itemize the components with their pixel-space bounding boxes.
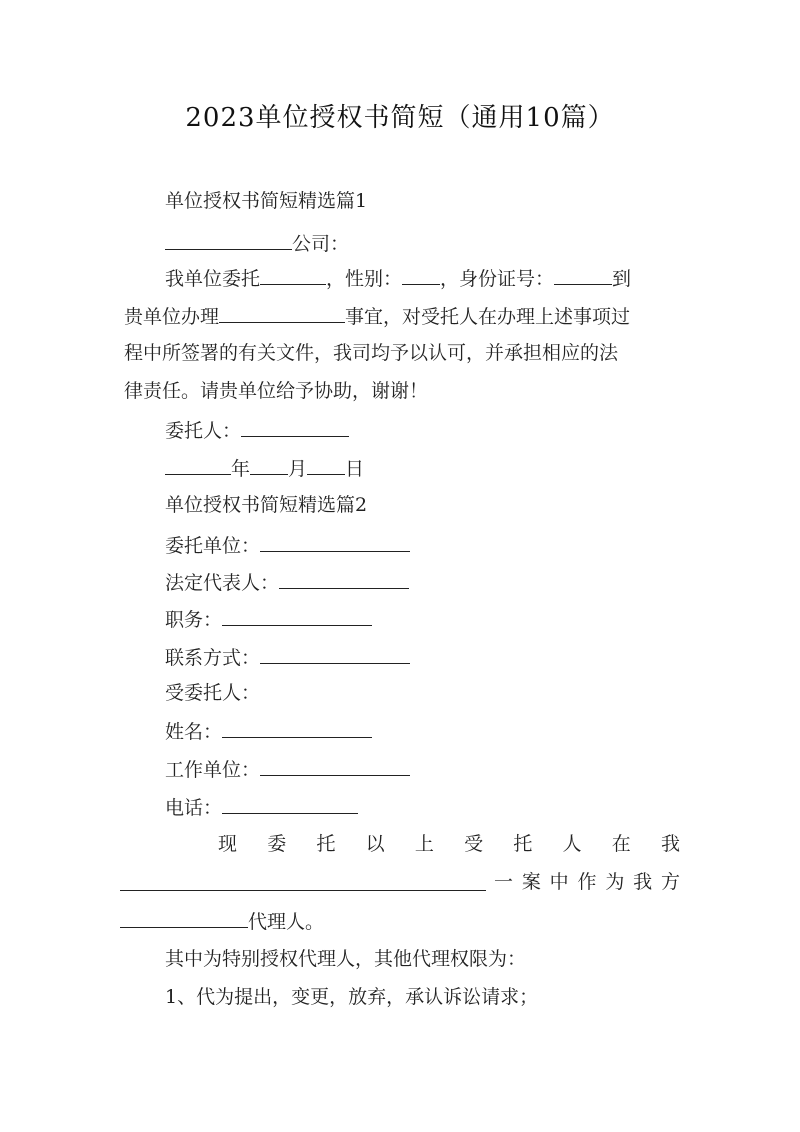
name-blank (260, 262, 326, 285)
field-phone (165, 791, 358, 823)
id-number-blank (554, 262, 612, 285)
body-text: 事宜，对受托人在办理上述事项过 (345, 306, 631, 328)
salutation-suffix: 公司： (292, 233, 350, 255)
body-text: 我单位委托 (165, 268, 261, 290)
field-contact (165, 641, 410, 673)
body-line-2 (124, 300, 630, 332)
case-line (494, 867, 680, 897)
day-label: 日 (345, 458, 365, 480)
special-auth-line: 其中为特别授权代理人，其他代理权限为： (165, 948, 527, 970)
entrust-char: 上 (414, 833, 434, 855)
field-label: 职务： (165, 609, 223, 631)
matter-blank (219, 300, 345, 323)
section-2-heading: 单位授权书简短精选篇2 (165, 494, 368, 516)
month-blank (250, 452, 288, 475)
field-entrusting-unit (165, 529, 410, 561)
field-label: 联系方式： (165, 647, 261, 669)
case-char: 案 (521, 871, 541, 893)
field-legal-rep (165, 566, 409, 598)
body-text: 到 (612, 268, 632, 290)
principal-label: 委托人： (165, 420, 242, 442)
day-blank (307, 452, 345, 475)
entrust-char: 托 (513, 833, 533, 855)
field-blank (279, 566, 409, 589)
field-name (165, 715, 372, 747)
year-blank (165, 452, 231, 475)
principal-line (165, 414, 349, 446)
field-label: 委托单位： (165, 535, 261, 557)
entrust-char: 委 (267, 833, 287, 855)
field-label: 电话： (165, 797, 223, 819)
field-label: 法定代表人： (165, 572, 280, 594)
case-char: 作 (577, 871, 597, 893)
field-position (165, 603, 372, 635)
case-char: 我 (633, 871, 653, 893)
salutation-line (165, 227, 349, 259)
entrust-char: 现 (218, 833, 238, 855)
agent-line (120, 905, 324, 937)
entrust-char: 受 (464, 833, 484, 855)
field-work-unit (165, 753, 410, 785)
field-blank (222, 791, 358, 814)
entrust-char: 托 (316, 833, 336, 855)
case-char: 一 (494, 871, 514, 893)
body-line-1 (165, 262, 631, 294)
entrust-line (218, 829, 680, 859)
gender-blank (402, 262, 440, 285)
case-char: 中 (549, 871, 569, 893)
field-trustee: 受委托人： (165, 682, 261, 704)
entrust-char: 人 (562, 833, 582, 855)
body-line-4: 律责任。请贵单位给予协助，谢谢！ (124, 380, 429, 402)
body-text: ，性别： (326, 268, 403, 290)
entrust-char: 以 (365, 833, 385, 855)
year-label: 年 (231, 458, 251, 480)
body-text: 贵单位办理 (124, 306, 220, 328)
field-blank (222, 715, 372, 738)
body-text: ，身份证号： (440, 268, 555, 290)
case-char: 为 (605, 871, 625, 893)
case-char: 方 (660, 871, 680, 893)
section-1-heading: 单位授权书简短精选篇1 (165, 190, 368, 212)
agent-blank (120, 905, 248, 928)
agent-suffix: 代理人。 (248, 911, 325, 933)
principal-blank (241, 414, 349, 437)
item-1: 1、代为提出，变更，放弃，承认诉讼请求； (165, 986, 539, 1008)
month-label: 月 (288, 458, 308, 480)
entrust-char: 在 (611, 833, 631, 855)
field-label: 工作单位： (165, 759, 261, 781)
body-line-3: 程中所签署的有关文件，我司均予以认可，并承担相应的法 (124, 342, 619, 364)
field-label: 姓名： (165, 721, 223, 743)
document-title: 2023单位授权书简短（通用10篇） (185, 103, 615, 133)
field-blank (260, 529, 410, 552)
case-blank (120, 868, 486, 891)
field-blank (260, 641, 410, 664)
entrust-char: 我 (660, 833, 680, 855)
company-blank (165, 227, 292, 250)
date-line (165, 452, 364, 484)
field-blank (260, 753, 410, 776)
field-blank (222, 603, 372, 626)
